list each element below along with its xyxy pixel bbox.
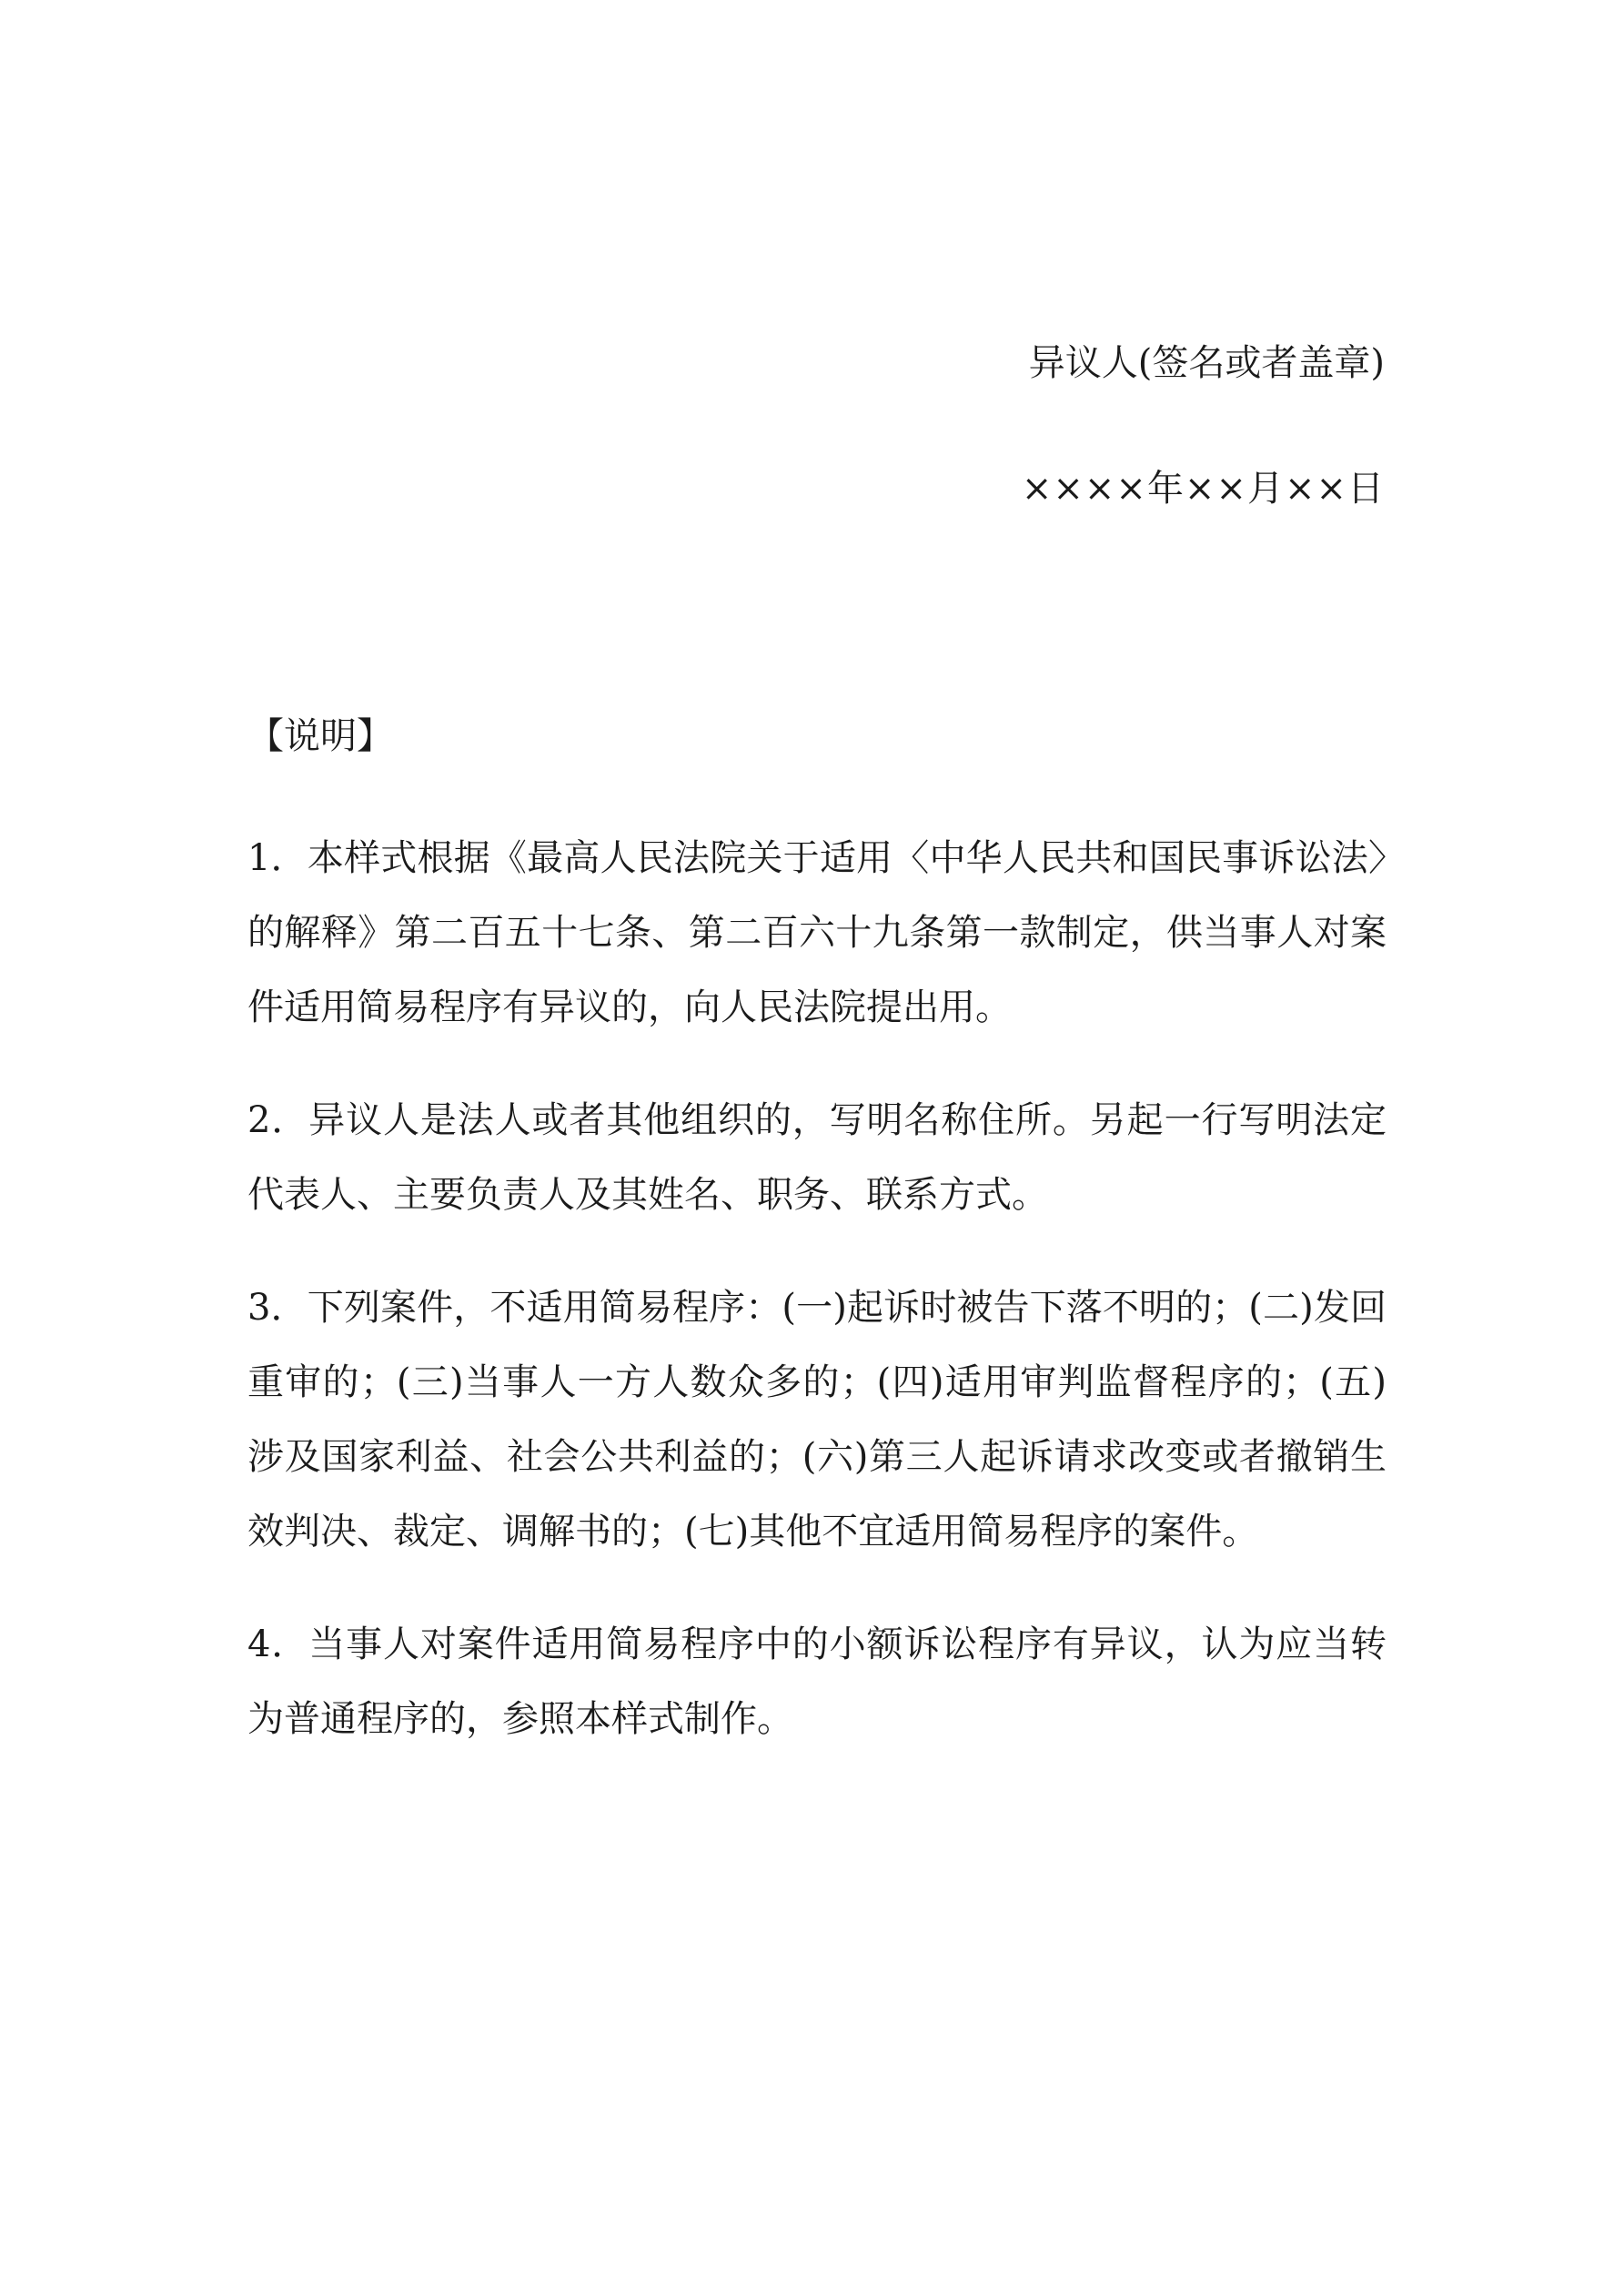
note-item-4: 4．当事人对案件适用简易程序中的小额诉讼程序有异议，认为应当转为普通程序的，参照本样式制作。 bbox=[247, 1623, 1387, 1740]
note-item-1: 1．本样式根据《最高人民法院关于适用〈中华人民共和国民事诉讼法〉的解释》第二百五十七条、第二百六十九条第一款制定，供当事人对案件适用简易程序有异议的，向人民法院提出用。 bbox=[247, 837, 1387, 1028]
signer-signature-label: 异议人(签名或者盖章) bbox=[1028, 342, 1385, 384]
note-item-3: 3．下列案件，不适用简易程序：(一)起诉时被告下落不明的；(二)发回重审的；(三)当事人一方人数众多的；(四)适用审判监督程序的；(五)涉及国家利益、社会公共利益的；(六)第三人起诉请求改变或者撤销生效判决、裁定、调解书的；(七)其他不宜适用简易程序的案件。 bbox=[247, 1287, 1387, 1553]
notes-title: 【说明】 bbox=[247, 715, 393, 757]
notes-section bbox=[247, 710, 1387, 1795]
note-item-2: 2．异议人是法人或者其他组织的，写明名称住所。另起一行写明法定代表人、主要负责人及其姓名、职务、联系方式。 bbox=[247, 1099, 1387, 1216]
signature-date: ××××年××月××日 bbox=[1021, 468, 1385, 510]
